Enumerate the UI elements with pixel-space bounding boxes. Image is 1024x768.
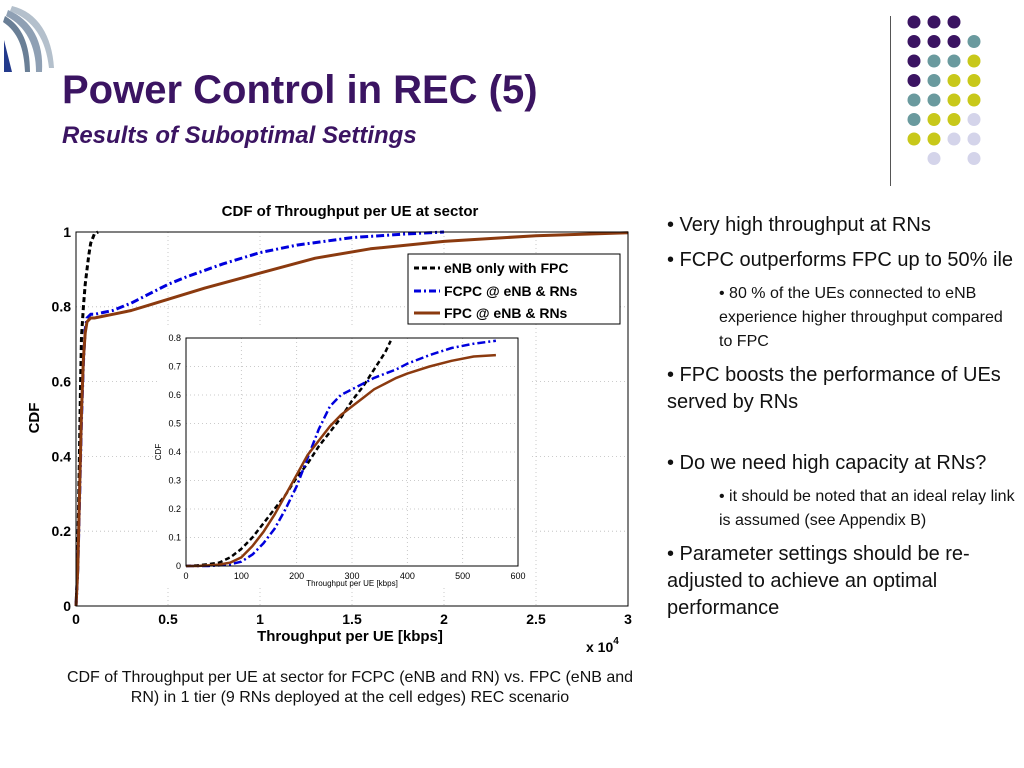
decorative-dot bbox=[908, 74, 921, 87]
decorative-dot bbox=[928, 113, 941, 126]
decorative-dot bbox=[968, 133, 981, 146]
bullet-item: • Do we need high capacity at RNs? bbox=[667, 452, 987, 474]
y-tick-label: 0.8 bbox=[51, 298, 71, 315]
decorative-dot bbox=[908, 94, 921, 107]
decorative-dot bbox=[928, 55, 941, 68]
decorative-dot bbox=[968, 35, 981, 48]
inset-y-tick-label: 0.2 bbox=[168, 504, 181, 515]
x-tick-label: 0.5 bbox=[158, 611, 178, 627]
inset-x-tick-label: 300 bbox=[344, 571, 360, 581]
decorative-dot bbox=[948, 133, 961, 146]
sub-bullet-item: • it should be noted that an ideal relay link is assumed (see Appendix B) bbox=[719, 488, 1015, 529]
sub-bullet-item: • 80 % of the UEs connected to eNB experience higher throughput compared to FPC bbox=[719, 285, 1003, 350]
inset-y-tick-label: 0.3 bbox=[168, 475, 181, 486]
x-tick-label: 0 bbox=[72, 611, 80, 627]
legend-label-fpc: FPC @ eNB & RNs bbox=[444, 305, 568, 321]
swoosh-logo bbox=[2, 2, 58, 74]
decorative-dot bbox=[968, 94, 981, 107]
inset-y-axis-label: CDF bbox=[154, 443, 163, 461]
decorative-dot bbox=[928, 35, 941, 48]
divider-line bbox=[890, 16, 891, 186]
x-tick-label: 1.5 bbox=[342, 611, 362, 627]
inset-x-tick-label: 600 bbox=[510, 571, 526, 581]
decorative-dot bbox=[968, 113, 981, 126]
inset-x-tick-label: 0 bbox=[183, 571, 189, 581]
inset-x-tick-label: 100 bbox=[233, 571, 249, 581]
x-axis-label: Throughput per UE [kbps] bbox=[257, 628, 443, 645]
inset-y-tick-label: 0.1 bbox=[168, 532, 181, 543]
decorative-dot bbox=[928, 16, 941, 29]
bullet-item: • Very high throughput at RNs bbox=[667, 214, 931, 236]
decorative-dot-grid bbox=[900, 10, 1020, 170]
inset-y-tick-label: 0.5 bbox=[168, 418, 181, 429]
decorative-dot bbox=[968, 55, 981, 68]
decorative-dot bbox=[948, 55, 961, 68]
inset-plot-area bbox=[186, 338, 518, 566]
decorative-dot bbox=[908, 133, 921, 146]
x-tick-label: 3 bbox=[624, 611, 632, 627]
decorative-dot bbox=[948, 35, 961, 48]
y-tick-label: 0.4 bbox=[51, 448, 71, 465]
inset-y-tick-label: 0.8 bbox=[168, 333, 181, 344]
decorative-dot bbox=[908, 35, 921, 48]
decorative-dot bbox=[908, 16, 921, 29]
decorative-dot bbox=[928, 74, 941, 87]
y-tick-label: 0.6 bbox=[51, 373, 71, 390]
bullet-list bbox=[667, 212, 1017, 630]
decorative-dot bbox=[928, 133, 941, 146]
decorative-dot bbox=[908, 55, 921, 68]
y-tick-label: 0.2 bbox=[51, 523, 71, 540]
decorative-dot bbox=[928, 152, 941, 165]
decorative-dot bbox=[948, 113, 961, 126]
slide-title: Power Control in REC (5) bbox=[62, 68, 538, 112]
x-tick-label: 2 bbox=[440, 611, 448, 627]
y-tick-label: 1 bbox=[63, 223, 71, 240]
decorative-dot bbox=[968, 152, 981, 165]
inset-y-tick-label: 0.7 bbox=[168, 361, 181, 372]
inset-x-tick-label: 400 bbox=[399, 571, 415, 581]
bullet-item: • FCPC outperforms FPC up to 50% ile bbox=[667, 249, 1014, 271]
x-multiplier-label: x $10^4$ bbox=[586, 636, 619, 655]
x-tick-label: 2.5 bbox=[526, 611, 546, 627]
decorative-dot bbox=[948, 74, 961, 87]
decorative-dot bbox=[968, 74, 981, 87]
inset-y-tick-label: 0 bbox=[175, 561, 181, 572]
y-tick-label: 0 bbox=[63, 597, 71, 614]
inset-x-tick-label: 200 bbox=[289, 571, 305, 581]
bullet-item: • Parameter settings should be re-adjusted to achieve an optimal performance bbox=[667, 543, 970, 619]
inset-y-tick-label: 0.6 bbox=[168, 390, 181, 401]
x-tick-label: 1 bbox=[256, 611, 264, 627]
slide-subtitle: Results of Suboptimal Settings bbox=[62, 122, 417, 149]
bullet-item: • FPC boosts the performance of UEs served by RNs bbox=[667, 364, 1001, 413]
inset-y-tick-label: 0.4 bbox=[168, 447, 181, 458]
chart-legend bbox=[408, 254, 620, 324]
legend-label-fcpc: FCPC @ eNB & RNs bbox=[444, 283, 578, 299]
decorative-dot bbox=[948, 94, 961, 107]
decorative-dot bbox=[928, 94, 941, 107]
y-axis-label: CDF bbox=[26, 402, 43, 434]
inset-x-axis-label: Throughput per UE [kbps] bbox=[306, 579, 398, 588]
decorative-dot bbox=[908, 113, 921, 126]
chart-title: CDF of Throughput per UE at sector bbox=[221, 203, 479, 220]
legend-label-enb-only: eNB only with FPC bbox=[444, 260, 569, 276]
inset-x-tick-label: 500 bbox=[455, 571, 471, 581]
decorative-dot bbox=[948, 16, 961, 29]
cdf-chart bbox=[0, 196, 640, 660]
figure-caption: CDF of Throughput per UE at sector for FCPC (eNB and RN) vs. FPC (eNB and RN) in 1 tier (9 RNs deployed at the cell edges) REC scenario bbox=[66, 669, 634, 706]
